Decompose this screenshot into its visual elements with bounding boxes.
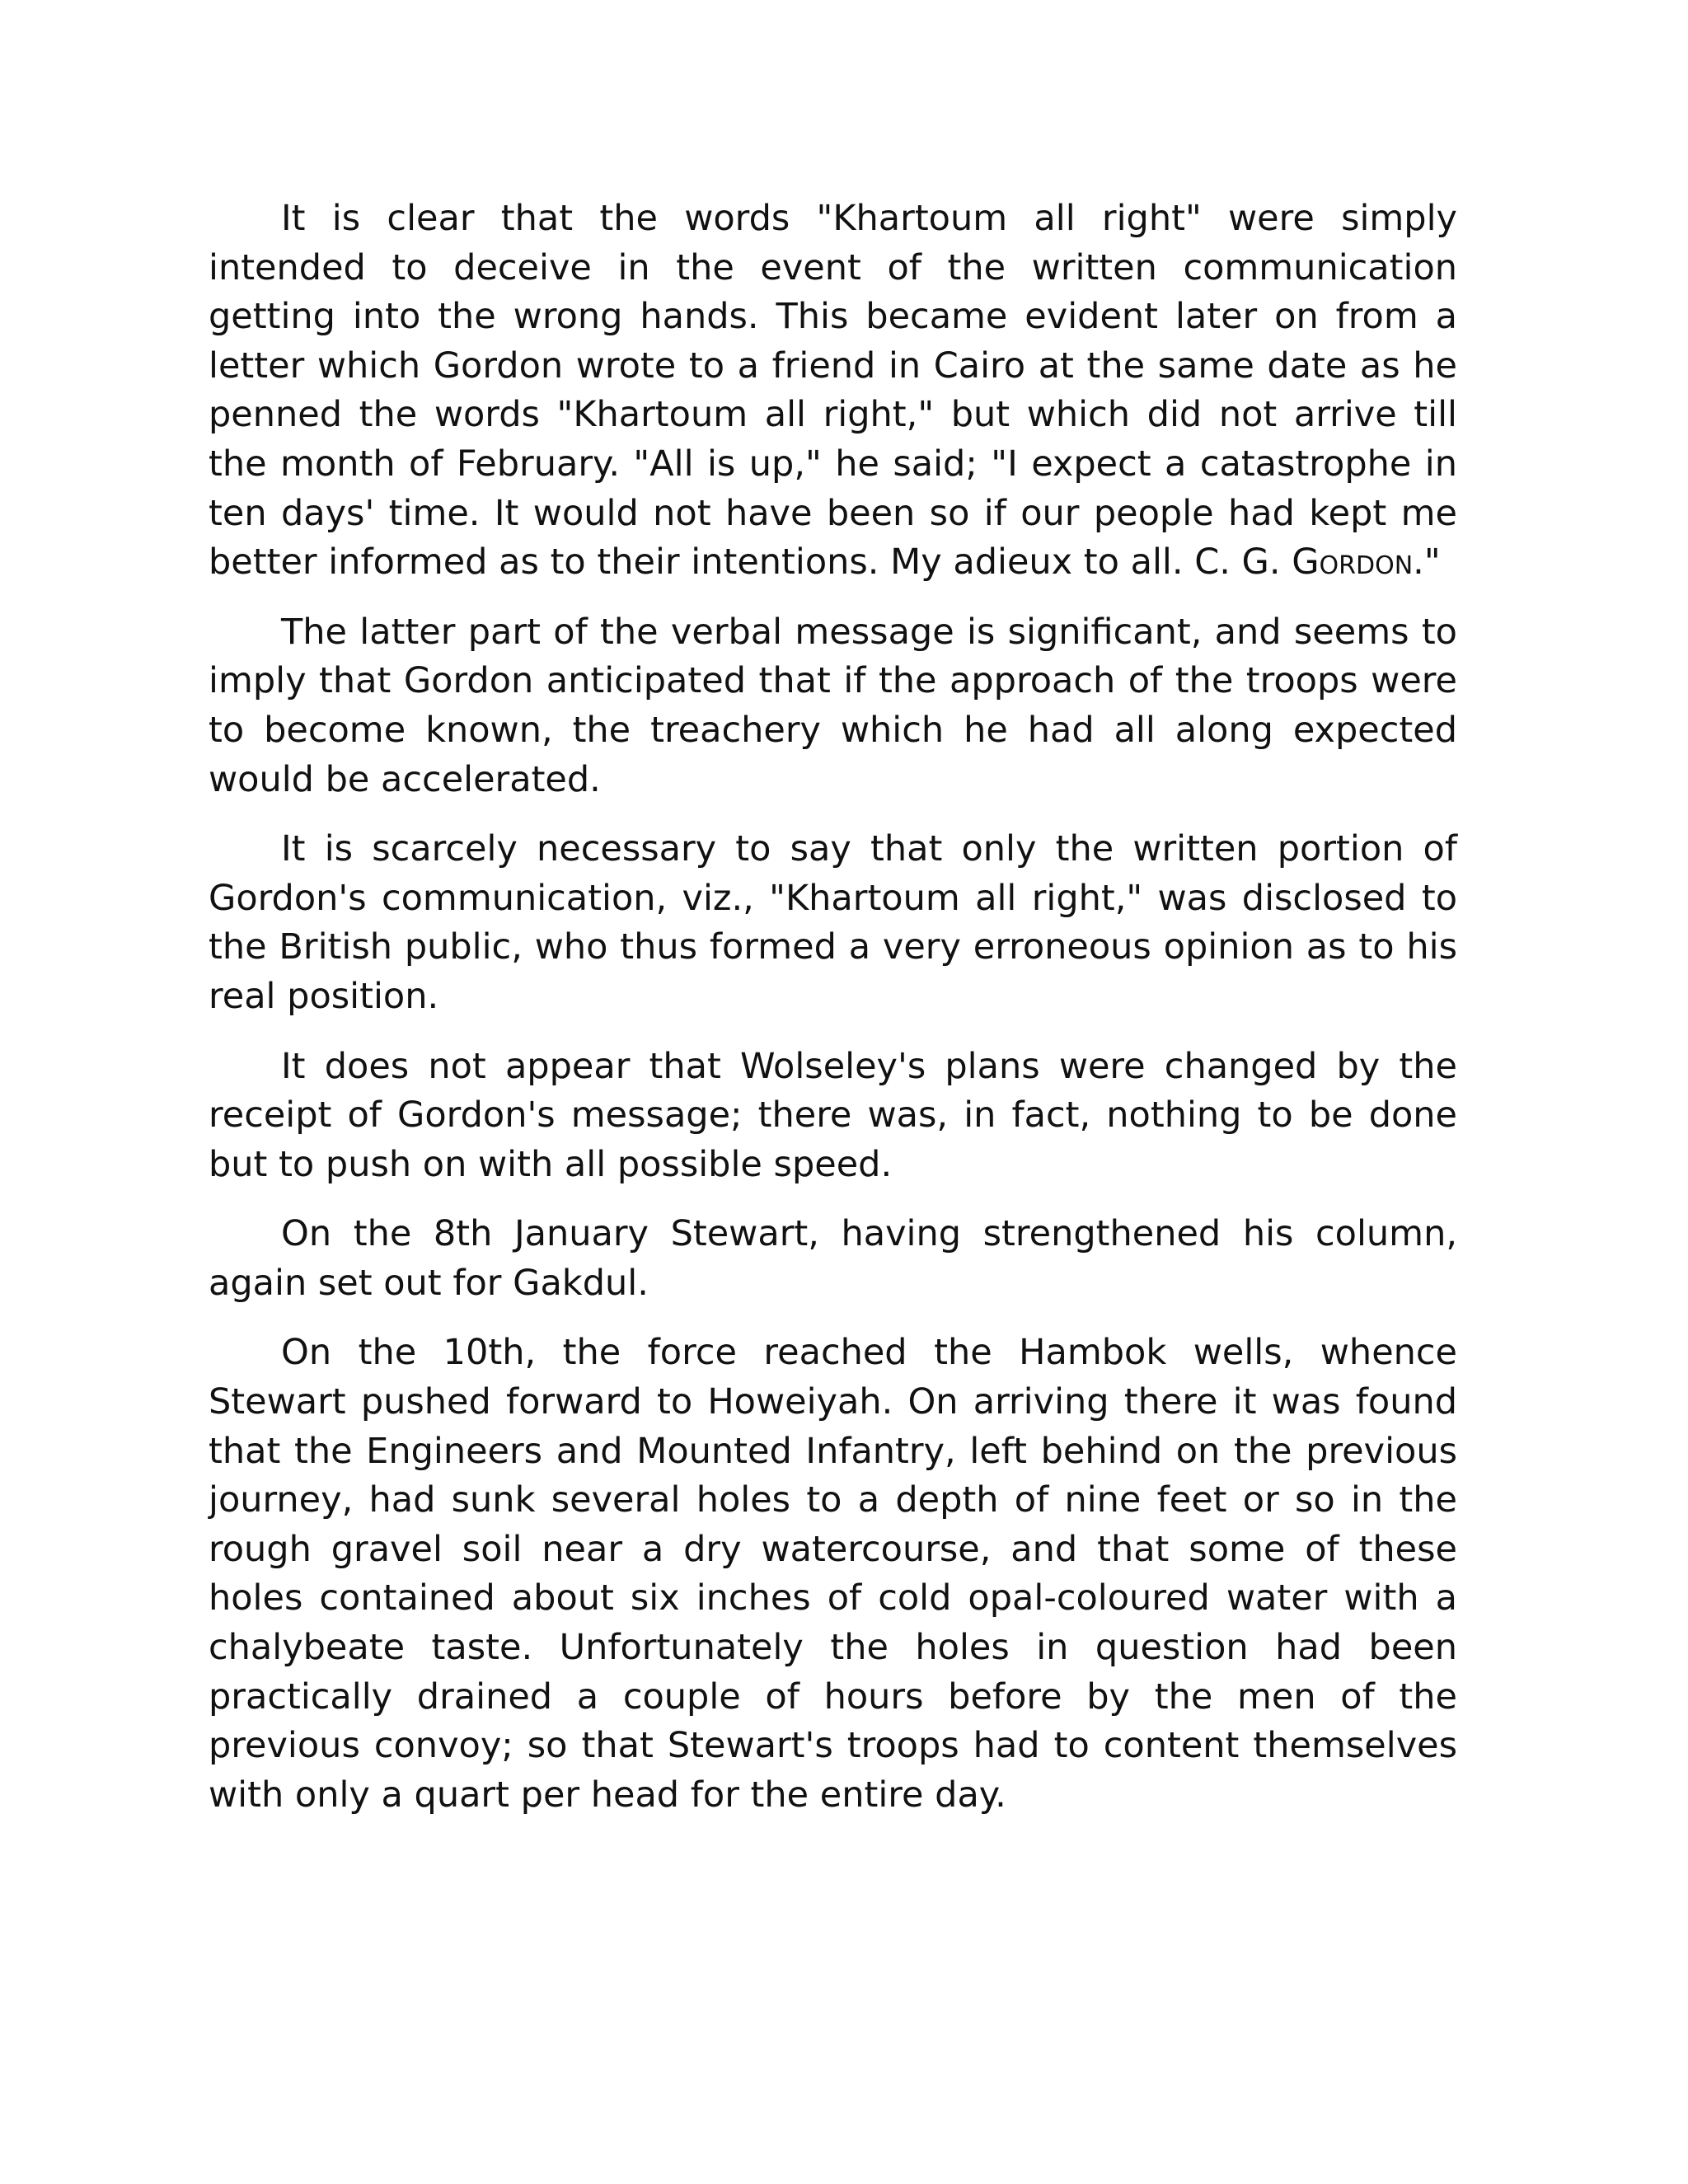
paragraph-2: The latter part of the verbal message is significant, and seems to imply that Gordon anticipated that if the approach of the troops were to become known, the treachery which he had all along expected would be accelerated. bbox=[209, 611, 1457, 800]
signature-gordon: Gordon bbox=[1292, 541, 1414, 583]
paragraph-6: On the 10th, the force reached the Hambok wells, whence Stewart pushed forward to Howeiyah. On arriving there it was found that the Engineers and Mounted Infantry, left behind on the previous journey, had sunk several holes to a depth of nine feet or so in the rough gravel soil near a dry watercourse, and that some of these holes contained about six inches of cold opal-coloured water with a chalybeate taste. Unfortunately the holes in question had been practically drained a couple of hours before by the men of the previous convoy; so that Stewart's troops had to content themselves with only a quart per head for the entire day. bbox=[209, 1332, 1457, 1816]
paragraph-3: It is scarcely necessary to say that only the written portion of Gordon's communication, viz., "Khartoum all right," was disclosed to the British public, who thus formed a very erroneous opinion as to his real position. bbox=[209, 828, 1457, 1017]
paragraph-1 bbox=[209, 194, 1457, 588]
paragraph-5: On the 8th January Stewart, having strengthened his column, again set out for Gakdul. bbox=[209, 1213, 1457, 1304]
paragraph-1-text: It is clear that the words "Khartoum all right" were simply intended to deceive in the event of the written communication getting into the wrong hands. This became evident later on from a letter which Gordon wrote to a friend in Cairo at the same date as he penned the words "Khartoum all right," but which did not arrive till the month of February. "All is up," he said; "I expect a catastrophe in ten days' time. It would not have been so if our people had kept me better informed as to their intentions. My adieux to all. C. G. bbox=[209, 198, 1457, 583]
paragraph-1-tail: ." bbox=[1413, 541, 1441, 583]
page-body bbox=[209, 194, 1457, 1840]
paragraph-4: It does not appear that Wolseley's plans were changed by the receipt of Gordon's message; there was, in fact, nothing to be done but to push on with all possible speed. bbox=[209, 1045, 1457, 1185]
